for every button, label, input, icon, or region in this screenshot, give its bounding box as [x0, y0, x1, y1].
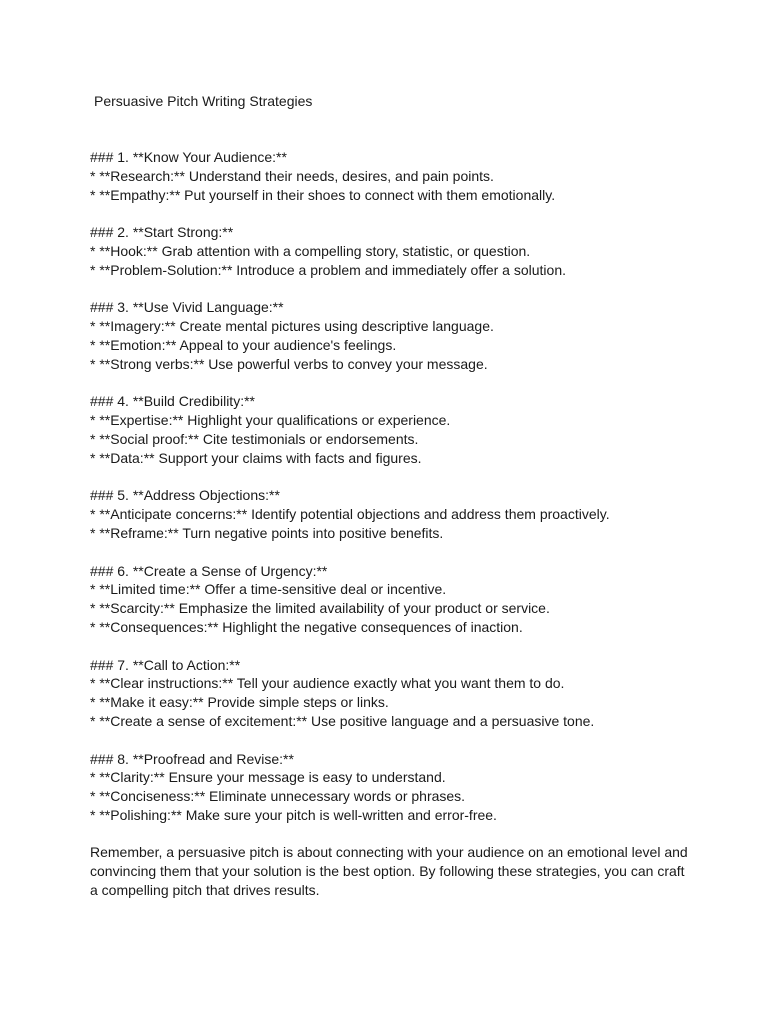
section-heading: ### 6. **Create a Sense of Urgency:**: [90, 562, 328, 579]
section-start-strong: [90, 223, 700, 279]
section-heading: ### 8. **Proofread and Revise:**: [90, 750, 294, 767]
document-body: [90, 148, 700, 900]
list-item: * **Imagery:** Create mental pictures using descriptive language.: [90, 318, 494, 335]
document-title: Persuasive Pitch Writing Strategies: [94, 93, 313, 109]
list-item: * **Clear instructions:** Tell your audience exactly what you want them to do.: [90, 675, 565, 692]
list-item: * **Data:** Support your claims with facts and figures.: [90, 449, 422, 466]
section-heading: ### 7. **Call to Action:**: [90, 656, 241, 673]
closing-paragraph: Remember, a persuasive pitch is about connecting with your audience on an emotional level and convincing them that your solution is the best option. By following these strategies, you can craft a compelling pitch that drives results.: [90, 844, 688, 899]
list-item: * **Expertise:** Highlight your qualifications or experience.: [90, 412, 451, 429]
list-item: * **Conciseness:** Eliminate unnecessary words or phrases.: [90, 788, 466, 805]
list-item: * **Make it easy:** Provide simple steps or links.: [90, 694, 389, 711]
list-item: * **Consequences:** Highlight the negative consequences of inaction.: [90, 618, 523, 635]
list-item: * **Problem-Solution:** Introduce a problem and immediately offer a solution.: [90, 261, 566, 278]
section-create-urgency: [90, 562, 700, 637]
section-heading: ### 4. **Build Credibility:**: [90, 393, 255, 410]
list-item: * **Strong verbs:** Use powerful verbs to convey your message.: [90, 355, 488, 372]
section-heading: ### 3. **Use Vivid Language:**: [90, 299, 284, 316]
section-use-vivid-language: [90, 298, 700, 373]
list-item: * **Hook:** Grab attention with a compelling story, statistic, or question.: [90, 242, 531, 259]
section-heading: ### 5. **Address Objections:**: [90, 487, 280, 504]
list-item: * **Anticipate concerns:** Identify potential objections and address them proactively.: [90, 506, 610, 523]
section-heading: ### 1. **Know Your Audience:**: [90, 149, 287, 165]
section-address-objections: [90, 486, 700, 542]
list-item: * **Reframe:** Turn negative points into positive benefits.: [90, 524, 444, 541]
list-item: * **Clarity:** Ensure your message is easy to understand.: [90, 769, 446, 786]
list-item: * **Limited time:** Offer a time-sensitive deal or incentive.: [90, 581, 447, 598]
list-item: * **Polishing:** Make sure your pitch is well-written and error-free.: [90, 806, 497, 823]
list-item: * **Research:** Understand their needs, desires, and pain points.: [90, 167, 494, 184]
list-item: * **Social proof:** Cite testimonials or endorsements.: [90, 430, 419, 447]
list-item: * **Scarcity:** Emphasize the limited availability of your product or service.: [90, 600, 550, 617]
section-build-credibility: [90, 392, 700, 467]
list-item: * **Empathy:** Put yourself in their shoes to connect with them emotionally.: [90, 186, 556, 203]
section-call-to-action: [90, 656, 700, 731]
list-item: * **Emotion:** Appeal to your audience's feelings.: [90, 336, 397, 353]
section-heading: ### 2. **Start Strong:**: [90, 224, 234, 241]
list-item: * **Create a sense of excitement:** Use positive language and a persuasive tone.: [90, 712, 595, 729]
section-proofread-and-revise: [90, 750, 700, 825]
section-know-your-audience: [90, 148, 700, 204]
